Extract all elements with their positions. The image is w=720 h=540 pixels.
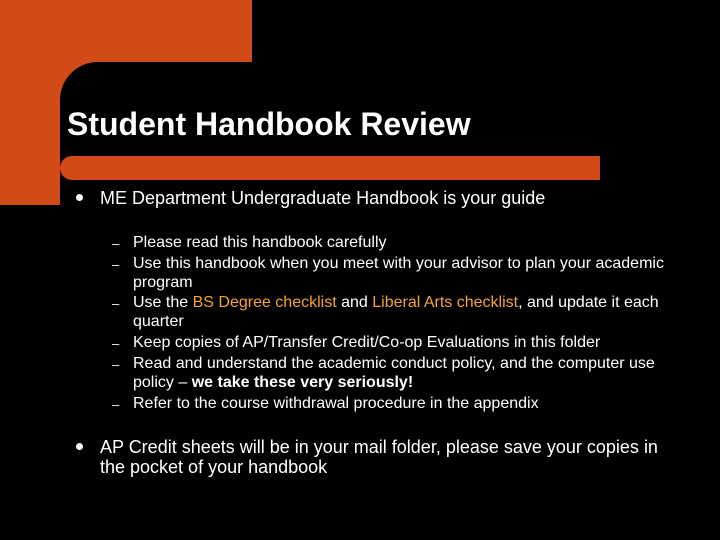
bullet-dot-icon xyxy=(76,443,83,450)
sub-bullet-dash-icon: – xyxy=(112,357,120,372)
sub-bullet-dash-icon: – xyxy=(112,336,120,351)
slide-title: Student Handbook Review xyxy=(67,106,471,142)
bullet-1-text: ME Department Undergraduate Handbook is your guide xyxy=(100,188,546,208)
subitem-3-part: and xyxy=(336,294,373,311)
sub-bullet-dash-icon: – xyxy=(112,236,120,251)
sub-bullet-dash-icon: – xyxy=(112,296,120,311)
subitem-2: Use this handbook when you meet with your advisor to plan your academic program xyxy=(133,255,664,291)
title-underline-bar xyxy=(60,156,600,180)
subitem-5-part: Read and understand the academic conduct policy, and the computer use policy – xyxy=(133,355,655,391)
sub-bullet-dash-icon: – xyxy=(112,397,120,412)
bs-degree-checklist-link[interactable]: BS Degree checklist xyxy=(192,294,337,311)
subitem-3-part: , and update it each quarter xyxy=(133,294,659,330)
subitem-6: Refer to the course withdrawal procedure in the appendix xyxy=(133,395,539,412)
subitem-3 xyxy=(133,293,673,331)
subitem-1: Please read this handbook carefully xyxy=(133,234,387,251)
sub-bullet-dash-icon: – xyxy=(112,257,120,272)
liberal-arts-checklist-link[interactable]: Liberal Arts checklist xyxy=(372,294,519,311)
subitem-4: Keep copies of AP/Transfer Credit/Co-op Evaluations in this folder xyxy=(133,334,601,351)
subitem-5-emphasis: we take these very seriously! xyxy=(191,374,414,391)
bullet-2-text: AP Credit sheets will be in your mail folder, please save your copies in the pocket of your handbook xyxy=(100,437,658,477)
subitem-5 xyxy=(133,354,673,392)
subitem-3-part: Use the xyxy=(133,294,193,311)
bullet-dot-icon xyxy=(76,194,83,201)
